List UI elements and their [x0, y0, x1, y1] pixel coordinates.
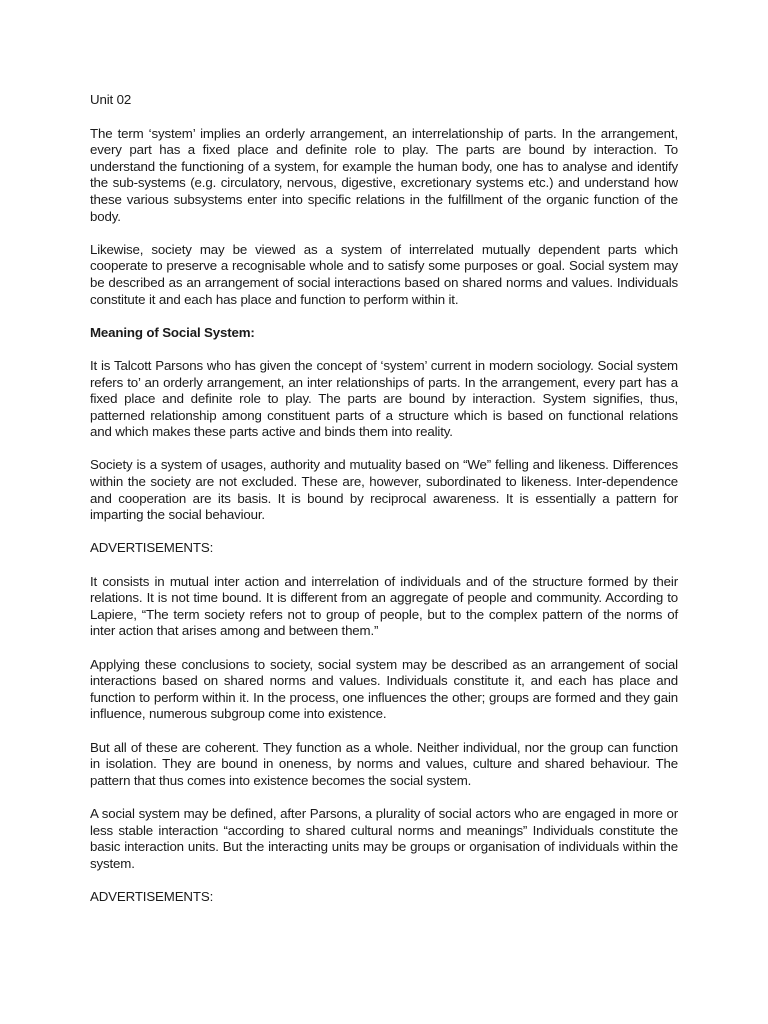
paragraph-mutual-interaction: It consists in mutual inter action and interrelation of individuals and of the structure formed by their relations. It is not time bound. It is different from an aggregate of people and community. According to Lapiere, “The term society refers not to group of people, but to the complex pattern of the norms of inter action that arises among and between them.”	[90, 573, 678, 639]
paragraph-system-definition: The term ‘system’ implies an orderly arrangement, an interrelationship of parts. In the arrangement, every part has a fixed place and definite role to play. The parts are bound by interaction. To understand the functioning of a system, for example the human body, one has to analyse and identify the sub-systems (e.g. circulatory, nervous, digestive, excretionary systems etc.) and understand how these various subsystems enter into specific relations in the fulfillment of the organic function of the body.	[90, 125, 678, 224]
paragraph-parsons-definition: A social system may be defined, after Parsons, a plurality of social actors who are engaged in more or less stable interaction “according to shared cultural norms and meanings” Individuals constitute the basic interaction units. But the interacting units may be groups or organisation of individuals within the system.	[90, 805, 678, 871]
advertisements-label: ADVERTISEMENTS:	[90, 888, 214, 904]
paragraph-society-usages: Society is a system of usages, authority and mutuality based on “We” felling and likeness. Differences within the society are not excluded. These are, however, subordinated to likeness. Inter-dependence and cooperation are its basis. It is bound by reciprocal awareness. It is essentially a pattern for imparting the social behaviour.	[90, 457, 678, 523]
advertisements-label: ADVERTISEMENTS:	[90, 540, 214, 556]
paragraph-applying-conclusions: Applying these conclusions to society, social system may be described as an arrangement of social interactions based on shared norms and values. Individuals constitute it, and each has place and function to perform within it. In the process, one influences the other; groups are formed and they gain influence, numerous subgroup come into existence.	[90, 656, 678, 722]
paragraph-society-as-system: Likewise, society may be viewed as a system of interrelated mutually dependent parts which cooperate to preserve a recognisable whole and to satisfy some purposes or goal. Social system may be described as an arrangement of social interactions based on shared norms and values. Individuals constitute it and each has place and function to perform within it.	[90, 241, 678, 307]
paragraph-parsons-concept: It is Talcott Parsons who has given the concept of ‘system’ current in modern sociology. Social system refers to’ an orderly arrangement, an inter relationships of parts. In the arrangement, every part has a fixed place and definite role to play. The parts are bound by interaction. System signifies, thus, patterned relationship among constituent parts of a structure which is based on functional relations and which makes these parts active and binds them into reality.	[90, 357, 678, 440]
document-body	[90, 92, 678, 922]
unit-title: Unit 02	[90, 92, 132, 107]
section-heading: Meaning of Social System:	[90, 324, 255, 340]
paragraph-coherent-whole: But all of these are coherent. They function as a whole. Neither individual, nor the group can function in isolation. They are bound in oneness, by norms and values, culture and shared behaviour. The pattern that thus comes into existence becomes the social system.	[90, 739, 678, 788]
